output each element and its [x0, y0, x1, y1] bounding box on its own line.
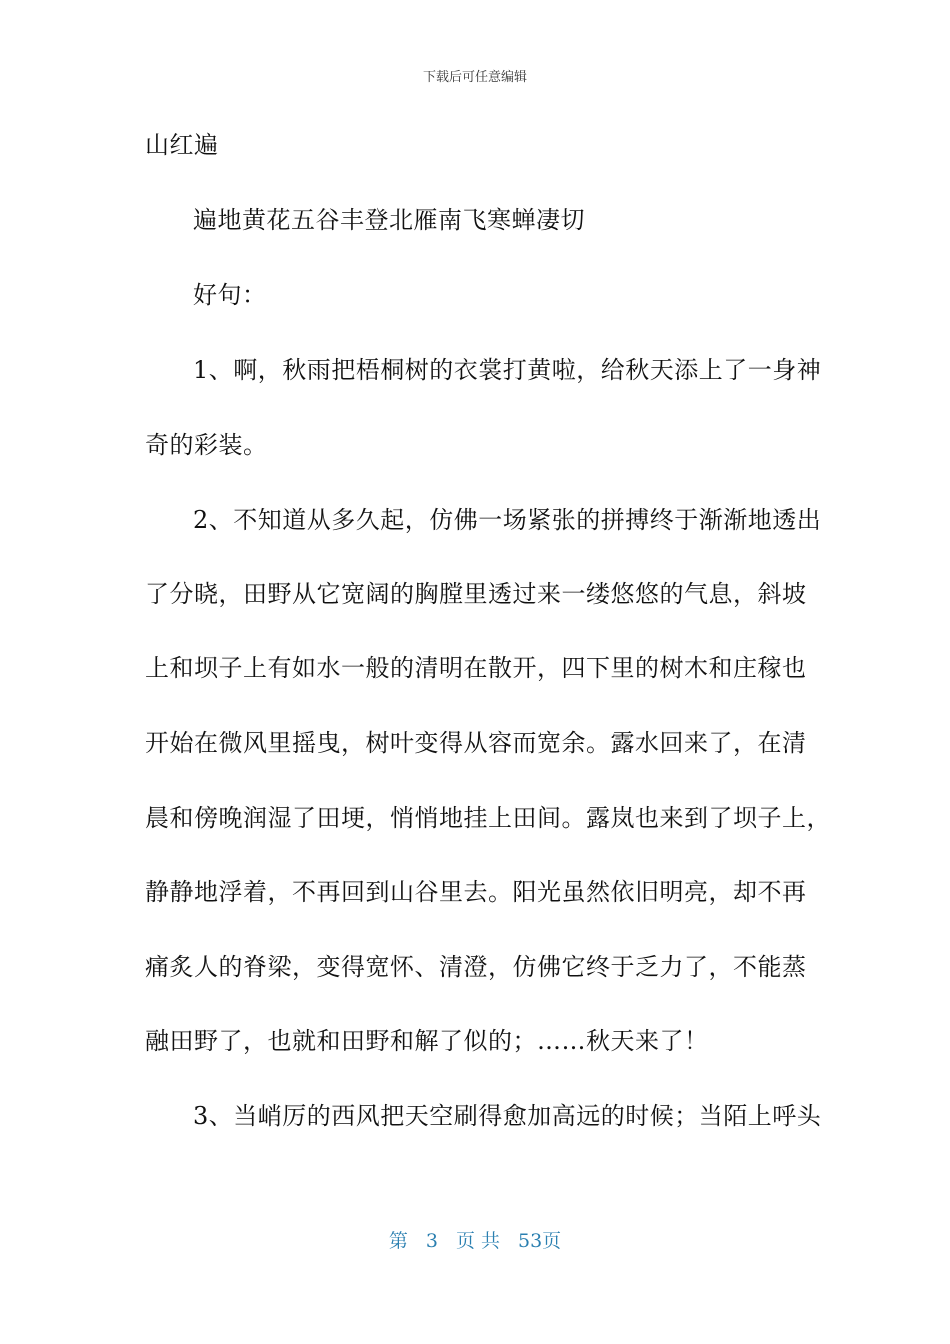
text-line: 奇的彩装。 [145, 431, 268, 459]
text-line: 静静地浮着，不再回到山谷里去。阳光虽然依旧明亮，却不再 [145, 878, 807, 906]
current-page-number: 3 [425, 1230, 438, 1252]
section-heading: 好句： [193, 281, 267, 309]
text-line: 开始在微风里摇曳，树叶变得从容而宽余。露水回来了，在清 [145, 729, 807, 757]
text-line: 了分晓，田野从它宽阔的胸膛里透过来一缕悠悠的气息，斜坡 [145, 580, 807, 608]
text-line: 1、啊，秋雨把梧桐树的衣裳打黄啦，给秋天添上了一身神 [193, 356, 822, 384]
footer-prefix: 第 [388, 1230, 408, 1252]
text-line: 上和坝子上有如水一般的清明在散开，四下里的树木和庄稼也 [145, 654, 807, 682]
footer-middle: 页 共 [455, 1230, 500, 1252]
text-line: 痛炙人的脊梁，变得宽怀、清澄，仿佛它终于乏力了，不能蒸 [145, 953, 807, 981]
text-line: 2、不知道从多久起，仿佛一场紧张的拼搏终于渐渐地透出 [193, 506, 822, 534]
page-footer [0, 1226, 950, 1253]
text-line: 晨和傍晚润湿了田埂，悄悄地挂上田间。露岚也来到了坝子上， [145, 804, 831, 832]
text-line: 山红遍 [145, 131, 219, 159]
text-line: 融田野了，也就和田野和解了似的；……秋天来了！ [145, 1027, 709, 1055]
total-pages: 53页 [517, 1230, 562, 1252]
text-line: 3、当峭厉的西风把天空刷得愈加高远的时候；当陌上呼头 [193, 1102, 822, 1130]
text-line: 遍地黄花五谷丰登北雁南飞寒蝉凄切 [193, 206, 585, 234]
page-header: 下载后可任意编辑 [422, 70, 527, 85]
